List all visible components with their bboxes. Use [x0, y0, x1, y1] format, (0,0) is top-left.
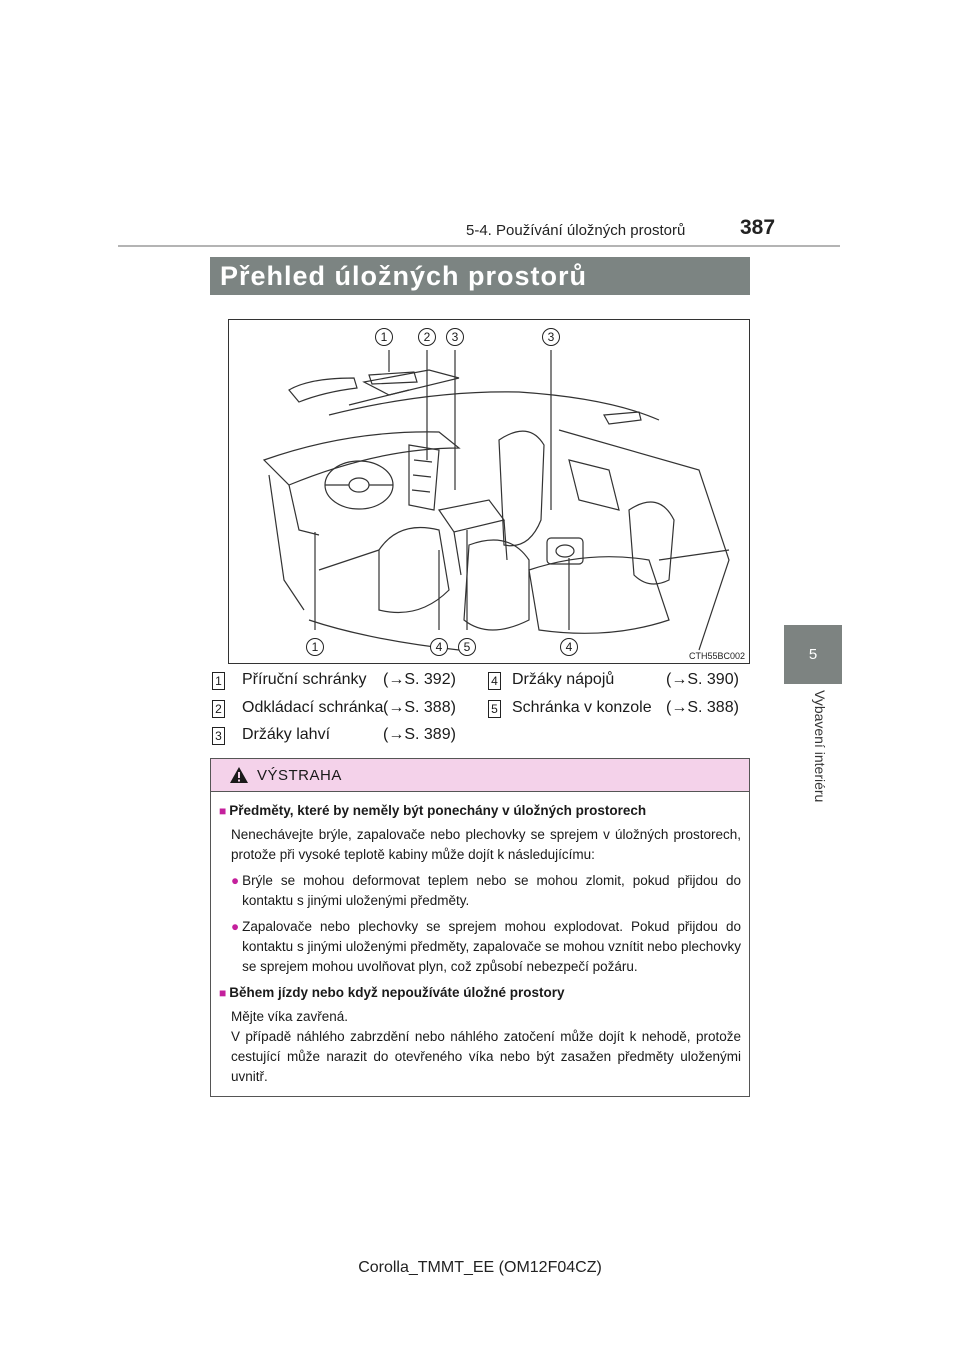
warning-paragraph: V případě náhlého zabrzdění nebo náhlého zatočení může dojít k nehodě, protože cestující může narazit do otevřeného víka nebo být zasažen předměty uloženými uvnitř. [231, 1029, 741, 1084]
legend-page-ref[interactable]: (→S. 388) [383, 699, 456, 716]
warning-label: VÝSTRAHA [257, 766, 342, 784]
callout-bottom-4b: 4 [560, 638, 578, 656]
legend-label: Příruční schránky [242, 671, 367, 688]
image-code: CTH55BC002 [688, 651, 745, 661]
legend-num: 5 [488, 700, 501, 718]
legend-label: Odkládací schránka [242, 699, 384, 716]
warning-bullet [231, 871, 741, 911]
car-interior-drawing [229, 320, 749, 663]
warning-section-heading [219, 801, 741, 821]
page-number: 387 [740, 216, 776, 239]
warning-heading-text: Předměty, které by neměly být ponechány v úložných prostorech [229, 803, 647, 818]
warning-bullet [231, 917, 741, 977]
callout-top-1: 1 [375, 328, 393, 346]
header-divider [118, 245, 840, 247]
legend-page-ref[interactable]: (→S. 388) [666, 699, 739, 716]
warning-body [211, 792, 749, 1087]
round-bullet-icon: ● [231, 873, 240, 888]
legend-num: 3 [212, 727, 225, 745]
chapter-tab[interactable]: 5 [784, 625, 842, 684]
warning-paragraph: Mějte víka zavřená. [231, 1009, 349, 1024]
warning-header [211, 759, 749, 792]
round-bullet-icon: ● [231, 919, 240, 934]
page-title: Přehled úložných prostorů [210, 257, 750, 295]
warning-bullet-text: Brýle se mohou deformovat teplem nebo se mohou zlomit, pokud přijdou do kontaktu s jinými uloženými předměty. [242, 873, 741, 908]
callout-bottom-4: 4 [430, 638, 448, 656]
legend-page-ref[interactable]: (→S. 389) [383, 726, 456, 743]
warning-triangle-icon [229, 766, 249, 784]
callout-bottom-5: 5 [458, 638, 476, 656]
warning-bullet-text: Zapalovače nebo plechovky se sprejem mohou explodovat. Pokud přijdou do kontaktu s jinými uloženými předměty, zapalovače se mohou vznítit nebo plechovky se sprejem mohou uvolňovat plyn, což způsobí nebezpečí požáru. [242, 919, 741, 974]
warning-heading-text: Během jízdy nebo když nepoužíváte úložné prostory [229, 985, 565, 1000]
legend-label: Držáky lahví [242, 726, 331, 743]
footer-doc-id: Corolla_TMMT_EE (OM12F04CZ) [358, 1259, 602, 1276]
callout-bottom-1: 1 [306, 638, 324, 656]
header-section-title: 5-4. Používání úložných prostorů [466, 222, 686, 239]
legend-label: Držáky nápojů [512, 671, 615, 688]
warning-box [210, 758, 750, 1097]
legend-num: 2 [212, 700, 225, 718]
legend-num: 4 [488, 672, 501, 690]
callout-top-3: 3 [446, 328, 464, 346]
square-bullet-icon: ■ [219, 804, 227, 818]
legend-num: 1 [212, 672, 225, 690]
car-interior-illustration [228, 319, 750, 664]
square-bullet-icon: ■ [219, 986, 227, 1000]
callout-top-3b: 3 [542, 328, 560, 346]
callout-top-2: 2 [418, 328, 436, 346]
warning-paragraph: Nenechávejte brýle, zapalovače nebo plechovky se sprejem v úložných prostorech, protože při vysoké teplotě kabiny může dojít k následujícímu: [231, 827, 741, 862]
legend-label: Schránka v konzole [512, 699, 652, 716]
warning-section-heading [219, 983, 741, 1003]
chapter-title: Vybavení interiéru [812, 690, 828, 803]
legend-page-ref[interactable]: (→S. 390) [666, 671, 739, 688]
legend-page-ref[interactable]: (→S. 392) [383, 671, 456, 688]
